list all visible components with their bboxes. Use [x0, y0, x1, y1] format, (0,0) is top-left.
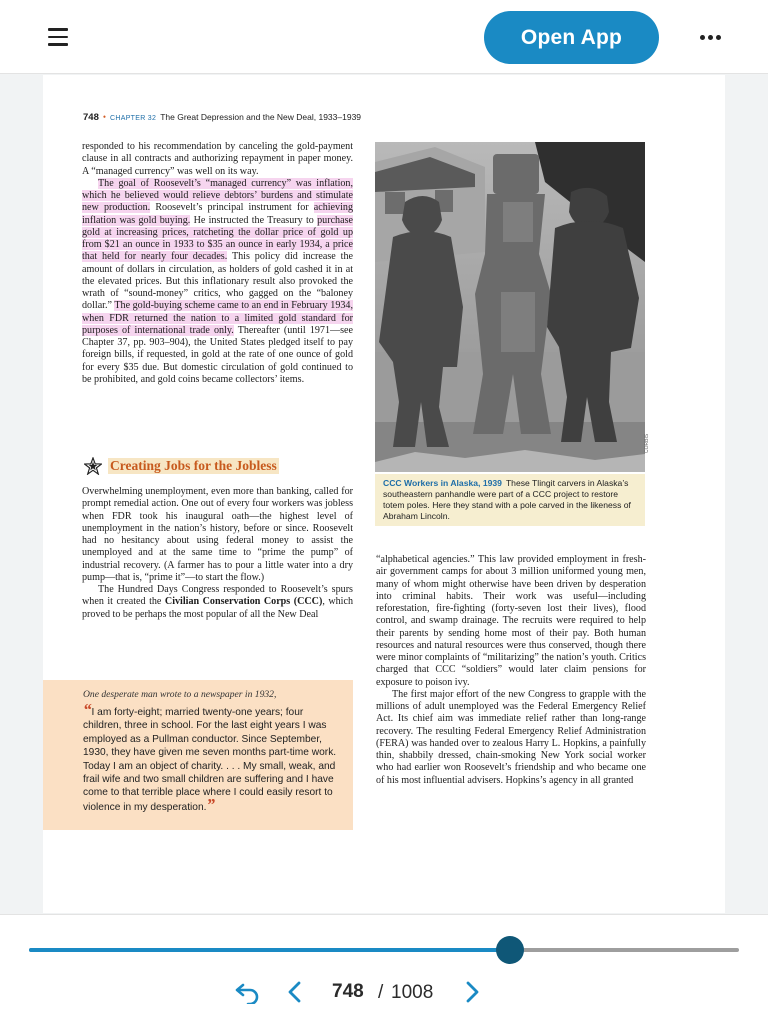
open-app-button[interactable]: Open App — [484, 11, 659, 64]
highlight[interactable]: purchase gold at increasing prices, ratcheting the dollar price of gold up from $21 an ounce in 1933 to $35 an ounce in early 1934, a price that held for nearly four decades. — [82, 214, 353, 263]
running-head-title: The Great Depression and the New Deal, 1933–1939 — [160, 112, 362, 122]
photo-credit: CORBIS — [644, 433, 650, 453]
chevron-right-icon[interactable] — [462, 981, 482, 1003]
term-ccc: Civilian Conservation Corps (CCC) — [164, 596, 323, 608]
open-quote-mark: “ — [83, 700, 92, 719]
section-heading — [84, 457, 279, 475]
total-pages: 1008 — [391, 982, 434, 1003]
quote-text — [83, 700, 343, 814]
quote-body: I am forty-eight; married twenty-one years; four children, three in school. For the last eight years I was employed as a Pullman conductor. Since September, 1930, they have given me seven months part-time work. Today I am an object of charity. . . . My small, weak, and frail wife and two small children are suffering and I have come to that terrible place where I could easily resort to violence in my desperation. — [83, 707, 337, 813]
highlight[interactable]: achieving inflation was gold buying. — [82, 202, 353, 226]
highlight[interactable]: The gold-buying scheme came to an end in February 1934, when FDR returned the nation to a limited gold standard for purposes of international trade only. — [82, 300, 353, 336]
section-title: Creating Jobs for the Jobless — [110, 458, 277, 473]
highlight[interactable]: The goal of Roosevelt’s “managed currency” was inflation, which he believed would relieve debtors’ burdens and stimulate new production. — [82, 177, 353, 214]
page-progress-slider[interactable] — [29, 948, 739, 952]
running-head — [83, 112, 361, 123]
paragraph: The first major effort of the new Congress to grapple with the millions of adult unemployed was the Federal Emergency Relief Act. Its chief aim was immediate relief rather than long-range recovery. The resulting Federal Emergency Relief Administration (FERA) was handed over to zealous Harry L. Hopkins, a painfully thin, shabbily dressed, chain-smoking New York social worker who had earlier won Roosevelt’s friendship and who became one of his most influential advisers. Hopkins’s agency in all granted — [376, 688, 646, 786]
chevron-left-icon[interactable] — [285, 981, 305, 1003]
star-icon — [84, 457, 102, 475]
caption-text: These Tlingit carvers in Alaska’s southeastern panhandle were part of a CCC project to restore totem poles. Here they stand with a pole carved in the likeness of Abraham Lincoln. — [383, 478, 631, 522]
page-separator: / — [378, 982, 384, 1003]
reader-bottom-bar — [0, 914, 768, 1024]
paragraph: “alphabetical agencies.” This law provided employment in fresh-air government camps for about 3 million uniformed young men, many of whom might otherwise have been driven by desperation into criminal habits. Their work was useful—including reforestation, fire-fighting (forty-seven lost their lives), flood control, and swamp drainage. The recruits were required to help their parents by sending home most of their pay. Both human resources and natural resources were thus conserved, though there were minor complaints of “militarizing” the nation’s youth. Critics charged that CCC “soldiers” would later claim pensions for exposure to poison ivy. — [376, 554, 646, 688]
text-run: Thereafter (until 1971—see Chapter 37, pp. 903–904), the United States pledged itself to pay foreign bills, if requested, in gold at the rate of one ounce of gold for every $35 due. But domestic circulation of gold continued to be prohibited, and gold coins became collectors’ items. — [82, 324, 353, 385]
quote-intro: One desperate man wrote to a newspaper in 1932, — [83, 689, 277, 700]
left-column-text — [82, 141, 353, 386]
photo-ccc-workers — [375, 142, 645, 472]
paragraph — [82, 584, 353, 621]
quote-box — [43, 680, 353, 830]
caption-title: CCC Workers in Alaska, 1939 — [383, 478, 502, 488]
right-column-text — [376, 554, 646, 787]
progress-fill — [29, 948, 510, 952]
left-column-text-2 — [82, 486, 353, 621]
more-options-icon[interactable] — [694, 24, 726, 50]
hamburger-menu-icon[interactable] — [42, 22, 76, 52]
page-bottom-fade — [376, 895, 646, 913]
paragraph: responded to his recommendation by canceling the gold-payment clause in all contracts and authorizing repayment in paper money. A “managed currency” was well on its way. — [82, 141, 353, 177]
running-head-bullet: • — [102, 112, 107, 122]
text-run: He instructed the Treasury to — [190, 214, 318, 226]
running-head-chapter: CHAPTER 32 — [110, 115, 157, 122]
text-run: , which proved to be perhaps the most popular of all the New Deal — [82, 596, 353, 620]
top-app-bar — [0, 0, 768, 74]
text-run: This policy did increase the amount of dollars in circulation, as holders of gold cashed it in at the elevated prices. But this inflationary result also provoked the wrath of “sound-money” critics, who gagged on the “baloney dollar.” — [82, 251, 353, 312]
text-run: The Hundred Days Congress responded to Roosevelt’s spurs when it created the — [82, 584, 353, 608]
text-run: Roosevelt’s principal instrument for — [150, 202, 314, 214]
paragraph: Overwhelming unemployment, even more than banking, called for prompt remedial action. One out of every four workers was jobless when FDR took his inaugural oath—the highest level of unemployment in the nation’s history, before or since. Roosevelt had no hesitancy about using federal money to assist the unemployed and at the same time to “prime the pump” of industrial recovery. (A farmer has to pour a little water into a dry pump—that is, “prime it”—to start the flow.) — [82, 486, 353, 583]
slider-thumb[interactable] — [496, 936, 524, 964]
running-head-page-number: 748 — [83, 112, 99, 123]
photo-caption — [375, 474, 645, 526]
paragraph-highlighted — [82, 178, 353, 386]
close-quote-mark: ” — [206, 794, 215, 814]
undo-icon[interactable] — [234, 981, 262, 1003]
current-page-number[interactable]: 748 — [332, 981, 364, 1002]
book-page — [43, 75, 725, 913]
